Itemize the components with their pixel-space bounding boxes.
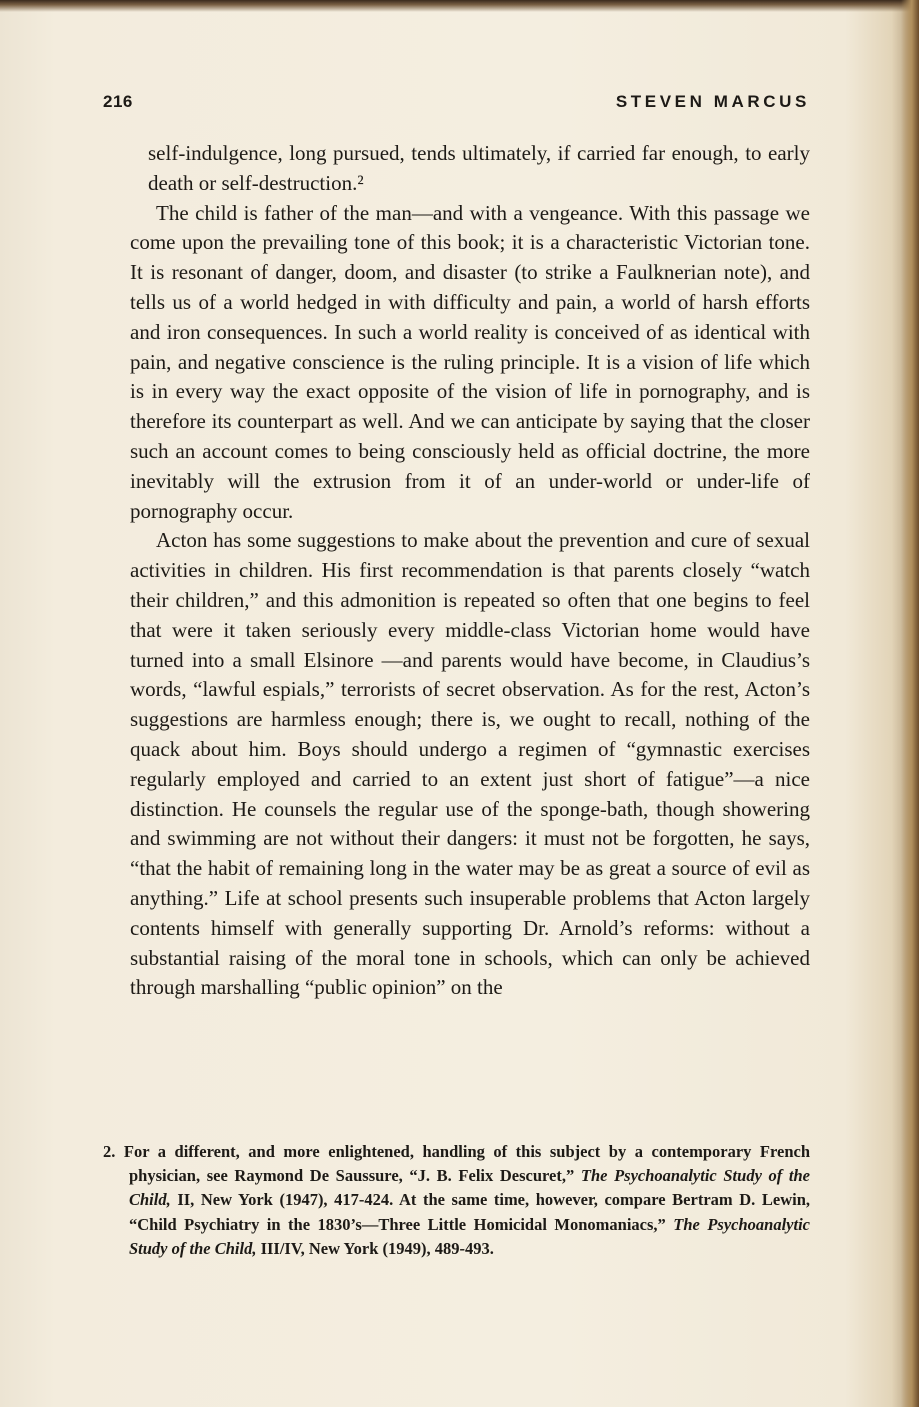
page-binding-edge — [901, 0, 919, 1407]
footnotes — [103, 1140, 810, 1261]
footnote-text: II, New York (1947), 417-424. At the same time, however, compare Bertram D. Lewin, “Child Psychiatry in the 1830’s—Three Little Homicidal Monomaniacs,” — [129, 1190, 810, 1234]
footnote-number: 2. — [103, 1142, 116, 1161]
running-head: STEVEN MARCUS — [615, 92, 810, 111]
footnote-journal-title: The Psychoanalytic Study of the Child, — [129, 1166, 810, 1210]
footnote-2 — [103, 1140, 810, 1261]
footnote-text: For a different, and more enlightened, handling of this subject by a contemporary French physician, see Raymond De Saussure, “J. B. Felix Descuret,” — [123, 1142, 811, 1186]
page-header — [103, 92, 810, 118]
footnote-journal-title: The Psychoanalytic Study of the Child, — [129, 1214, 810, 1258]
page-top-shadow — [0, 0, 919, 12]
body-text — [130, 139, 810, 1003]
paragraph: Acton has some suggestions to make about the prevention and cure of sexual activities in children. His first recommendation is that parents closely “watch their children,” and this admonition is repeated so often that one begins to feel that were it taken seriously every middle-class Victorian home would have turned into a small Elsinore —and parents would have become, in Claudius’s words, “lawful espials,” terrorists of secret observation. As for the rest, Acton’s suggestions are harmless enough; there is, we ought to recall, nothing of the quack about him. Boys should undergo a regimen of “gymnastic exercises regularly employed and carried to an extent just short of fatigue”—a nice distinction. He counsels the regular use of the sponge-bath, though showering and swimming are not without their dangers: it must not be forgotten, he says, “that the habit of remaining long in the water may be as great a source of evil as anything.” Life at school presents such insuperable problems that Acton largely contents himself with generally supporting Dr. Arnold’s reforms: without a substantial raising of the moral tone in schools, which can only be achieved through marshalling “public opinion” on the — [130, 528, 810, 1000]
page-number: 216 — [103, 92, 133, 111]
block-quote-tail: self-indulgence, long pursued, tends ultimately, if carried far enough, to early death or self-destruction.² — [148, 141, 810, 195]
paragraph: The child is father of the man—and with a vengeance. With this passage we come upon the prevailing tone of this book; it is a characteristic Victorian tone. It is resonant of danger, doom, and disaster (to strike a Faulknerian note), and tells us of a world hedged in with difficulty and pain, a world of harsh efforts and iron consequences. In such a world reality is conceived of as identical with pain, and negative conscience is the ruling principle. It is a vision of life which is in every way the exact opposite of the vision of life in pornography, and is therefore its counterpart as well. And we can anticipate by saying that the closer such an account comes to being consciously held as official doctrine, the more inevitably will the extrusion from it of an under-world or under-life of pornography occur. — [130, 200, 810, 523]
footnote-text: III/IV, New York (1949), 489-493. — [256, 1238, 494, 1258]
